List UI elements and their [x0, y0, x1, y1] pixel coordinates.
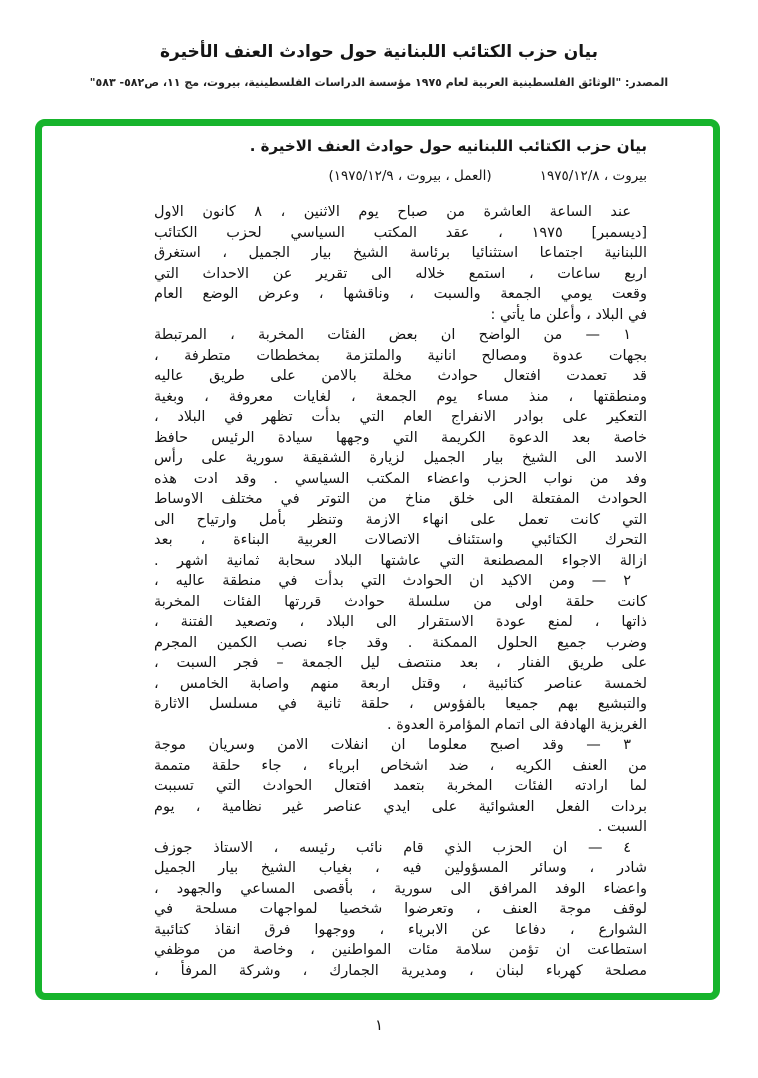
- text-line: التي كانت تعمل على انهاء الازمة وتنظر بأمل وارتياح الى: [154, 511, 647, 528]
- text-line: وقعت يومي الجمعة والسبت ، وناقشها ، وعرض الوضع العام: [154, 286, 647, 302]
- document-content: [154, 136, 647, 981]
- dateline-place-date: بيروت ، ١٩٧٥/١٢/٨: [539, 168, 647, 184]
- text-line: التعكير على بوادر الانفراج العام التي بدأت تظهر في البلاد ،: [154, 409, 647, 425]
- text-line: ٣ — وقد اصبح معلوما ان انفلات الامن وسريان موجة: [154, 737, 631, 753]
- text-line: الغريزية الهادفة الى اتمام المؤامرة العدوة .: [386, 716, 647, 733]
- text-line: ٢ — ومن الاكيد ان الحوادث التي بدأت في منطقة عاليه ،: [154, 573, 631, 589]
- text-line: اللبنانية اجتماعا استثنائيا برئاسة الشيخ بيار الجميل ، استغرق: [154, 245, 647, 261]
- text-line: ٤ — ان الحزب الذي قام نائب رئيسه ، الاستاذ جوزف: [154, 839, 631, 856]
- text-line: على طريق الفنار ، بعد منتصف ليل الجمعة – فجر السبت ،: [154, 655, 647, 671]
- text-line: استطاعت ان تؤمن سلامة مئات المواطنين ، وخاصة من موظفي: [154, 942, 647, 958]
- text-line: بجهات عدوة ومصالح انانية والملتزمة بمخططات متطرفة ،: [154, 347, 647, 364]
- document-body: [154, 202, 647, 981]
- text-line: السبت .: [597, 819, 647, 835]
- dateline-publication: (العمل ، بيروت ، ١٩٧٥/١٢/٩): [328, 168, 492, 184]
- text-line: لوقف موجة العنف ، وتعرضوا شخصيا لمواجهات مسلحة في: [154, 901, 647, 917]
- document-frame: [35, 119, 720, 1000]
- text-line: [ديسمبر] ١٩٧٥ ، عقد المكتب السياسي لحزب الكتائب: [154, 224, 647, 241]
- text-line: والتبشيع بهم جميعا بالفؤوس ، حلقة ثانية في مسلسل الاثارة: [154, 696, 647, 712]
- text-line: عند الساعة العاشرة من صباح يوم الاثنين ، ٨ كانون الاول: [154, 204, 631, 220]
- text-line: ١ — من الواضح ان بعض الفئات المخربة ، المرتبطة: [154, 327, 631, 343]
- text-line: بردات الفعل العشوائية على ايدي عناصر غير نظامية ، يوم: [154, 798, 647, 815]
- text-line: في البلاد ، وأعلن ما يأتي :: [490, 306, 647, 323]
- text-line: خاصة بعد الدعوة الكريمة التي وجهها سيادة الرئيس حافظ: [154, 429, 647, 446]
- text-line: لخمسة عناصر كتائبية ، وقتل اربعة منهم واصابة الخامس ،: [154, 675, 647, 692]
- text-line: لما ارادته الفئات المخربة بتعمد افتعال الحوادث التي تسببت: [154, 778, 647, 794]
- text-line: مصلحة كهرباء لبنان ، ومديرية الجمارك ، وشركة المرفأ ،: [154, 962, 647, 979]
- page-number: ١: [374, 1016, 384, 1034]
- text-line: قد تعمدت افتعال حوادث مخلة بالامن على طريق عاليه: [154, 368, 647, 384]
- text-line: الشوارع ، دفاعا عن الابرياء ، ووجهوا فرق انقاذ كتائبية: [154, 921, 647, 938]
- text-line: ذاتها ، لمنع عودة الاستقرار الى البلاد ، وتصعيد الفتنة ،: [154, 614, 647, 630]
- text-line: وضرب جميع الحلول الممكنة . وقد جاء نصب الكمين المجرم: [154, 634, 647, 651]
- text-line: من العنف الكريه ، ضد اشخاص ابرياء ، جاء حلقة متممة: [154, 757, 647, 774]
- document-title: بيان حزب الكتائب اللبنانيه حول حوادث العنف الاخيرة .: [249, 137, 647, 155]
- source-citation: المصدر: "الوثائق الفلسطينية العربية لعام ١٩٧٥ مؤسسة الدراسات الفلسطينية، بيروت، مج ١١، ص٥٨٢- ٥٨٣": [89, 76, 669, 89]
- page-title: بيان حزب الكتائب اللبنانية حول حوادث العنف الأخيرة: [160, 42, 598, 62]
- text-line: الاسد الى الشيخ بيار الجميل لزيارة الشقيقة سورية على رأس: [154, 450, 647, 466]
- text-line: كانت حلقة اولى من سلسلة حوادث قررتها الفئات المخربة: [154, 593, 647, 610]
- text-line: شادر ، وسائر المسؤولين فيه ، بغياب الشيخ بيار الجميل: [154, 860, 647, 876]
- text-line: واعضاء الوفد المرافق الى سورية ، بأقصى المساعي والجهود ،: [154, 880, 647, 897]
- text-line: التحرك الكتائبي واستئناف الاتصالات العربية البناءة ، بعد: [154, 532, 647, 548]
- dateline: [154, 166, 647, 186]
- text-line: وفد من نواب الحزب واعضاء المكتب السياسي . وقد ادت هذه: [154, 470, 647, 487]
- text-line: ومنطقتها ، منذ مساء يوم الجمعة ، لغايات معروفة ، وبغية: [154, 388, 647, 405]
- text-line: اربع ساعات ، استمع خلاله الى تقرير عن الاحداث التي: [154, 265, 647, 282]
- text-line: الحوادث المفتعلة الى خلق مناخ من التوتر في مختلف الاوساط: [154, 491, 647, 507]
- text-line: ازالة الاجواء المصطنعة التي عاشتها البلاد سحابة ثمانية اشهر .: [154, 552, 647, 569]
